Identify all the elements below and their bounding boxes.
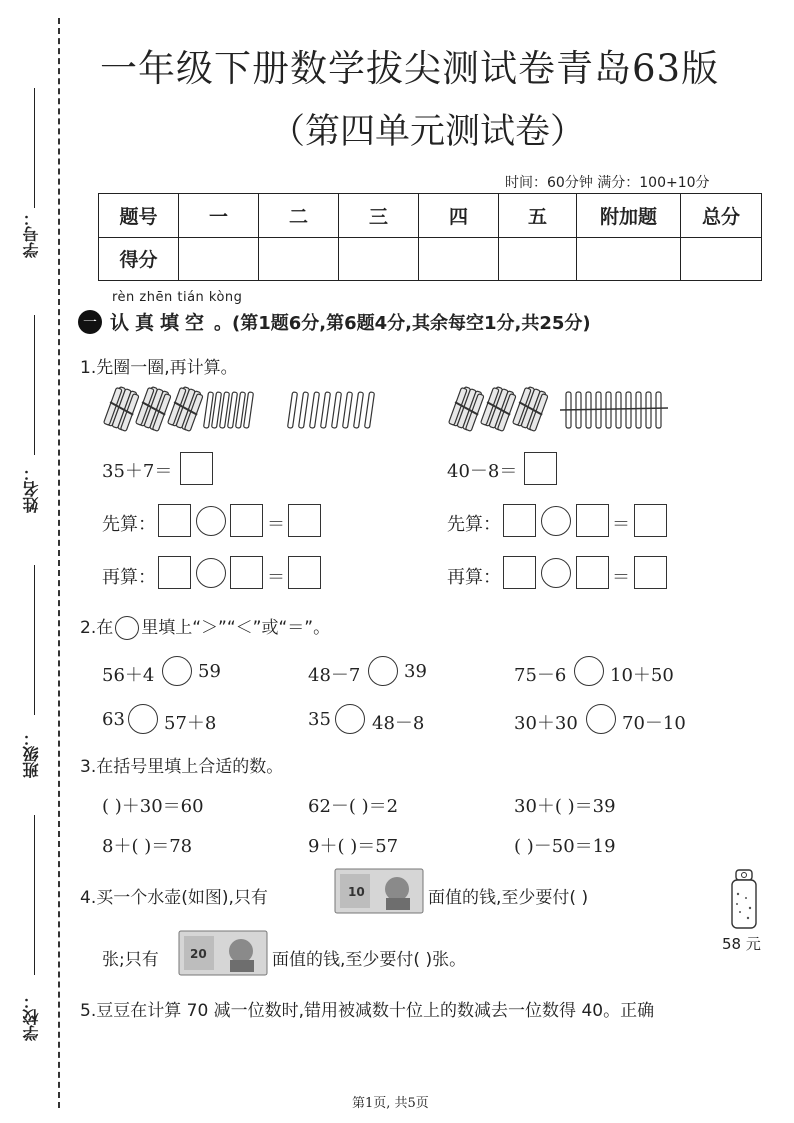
q3-fill-item[interactable]: 62－( )＝2	[308, 796, 399, 817]
q1-left-then-operator-circle[interactable]	[196, 558, 226, 588]
q2-expr-right: 39	[404, 661, 427, 682]
score-cell-header: 附加题	[577, 194, 681, 238]
question-2-prompt	[80, 613, 330, 640]
question-4-line-2-start: 张;只有	[102, 950, 159, 970]
q1-equals-sign: ＝	[267, 514, 285, 535]
score-cell-header: 一	[179, 194, 259, 238]
q1-right-first-label: 先算：	[447, 514, 501, 535]
question-1-prompt: 1.先圈一圈,再计算。	[80, 358, 238, 378]
q1-left-answer-box[interactable]	[180, 452, 213, 485]
score-cell-header: 五	[499, 194, 577, 238]
q2-expr-right: 59	[198, 661, 221, 682]
section-heading	[78, 308, 591, 335]
score-input-cell[interactable]	[339, 237, 419, 281]
q1-right-equation: 40－8＝	[447, 461, 518, 482]
q1-right-first-result-box[interactable]	[634, 504, 667, 537]
q2-expr-left: 35	[308, 709, 331, 730]
section-pinyin: rèn zhēn tián kòng	[112, 290, 243, 305]
score-cell-header: 三	[339, 194, 419, 238]
student-id-line[interactable]	[34, 88, 35, 208]
q1-right-first-box-1[interactable]	[503, 504, 536, 537]
q1-equals-sign: ＝	[612, 567, 630, 588]
q2-expr-left: 30＋30	[514, 713, 578, 734]
q1-right-first-operator-circle[interactable]	[541, 506, 571, 536]
score-cell-header: 题号	[99, 194, 179, 238]
q1-equals-sign: ＝	[612, 514, 630, 535]
score-input-cell[interactable]	[179, 237, 259, 281]
score-input-cell[interactable]	[499, 237, 577, 281]
q3-fill-item[interactable]: 30＋( )＝39	[514, 796, 616, 817]
section-points-note: 。(第1题6分,第6题4分,其余每空1分,共25分)	[214, 312, 591, 334]
q2-expr-right: 70－10	[622, 713, 686, 734]
q1-left-then-result-box[interactable]	[288, 556, 321, 589]
q1-left-then-box-2[interactable]	[230, 556, 263, 589]
score-cell-header: 总分	[681, 194, 762, 238]
score-input-cell[interactable]	[419, 237, 499, 281]
question-3-prompt: 3.在括号里填上合适的数。	[80, 757, 284, 777]
score-input-cell[interactable]	[577, 237, 681, 281]
crossed-sticks-right-icon	[560, 386, 670, 432]
twenty-yuan-denomination: 20	[190, 947, 207, 961]
q3-fill-item[interactable]: ( )－50＝19	[514, 836, 616, 857]
q1-right-then-operator-circle[interactable]	[541, 558, 571, 588]
school-field	[14, 815, 58, 1040]
q2-expr-left: 75－6	[514, 665, 567, 686]
stick-bundles-left-icon	[100, 386, 260, 432]
q1-left-first-box-2[interactable]	[230, 504, 263, 537]
q3-fill-item[interactable]: 8＋( )＝78	[102, 836, 193, 857]
q1-right-then-label: 再算：	[447, 567, 501, 588]
score-table-score-row	[99, 237, 762, 281]
page-subtitle: （第四单元测试卷）	[270, 112, 586, 152]
ten-yuan-note-icon	[334, 868, 424, 914]
score-cell-header: 二	[259, 194, 339, 238]
q1-left-first-box-1[interactable]	[158, 504, 191, 537]
school-line[interactable]	[34, 815, 35, 975]
question-4-line-1-end: 面值的钱,至少要付( )	[428, 888, 589, 908]
name-line[interactable]	[34, 315, 35, 455]
ten-yuan-denomination: 10	[348, 885, 365, 899]
q2-expr-left: 56＋4	[102, 665, 155, 686]
q2-expr-right: 10＋50	[610, 665, 674, 686]
score-table	[98, 193, 762, 281]
name-label: 姓名：	[22, 465, 41, 513]
q2-prompt-circle-icon	[115, 616, 139, 640]
q1-left-first-operator-circle[interactable]	[196, 506, 226, 536]
page-title: 一年级下册数学拔尖测试卷青岛63版	[100, 47, 720, 90]
loose-sticks-left-icon	[286, 386, 382, 432]
question-4-line-2-end: 面值的钱,至少要付( )张。	[272, 950, 467, 970]
class-field	[14, 565, 58, 778]
school-label: 学校：	[22, 993, 41, 1041]
binding-dashed-line	[58, 18, 60, 1108]
q2-prompt-end: 里填上“＞”“＜”或“＝”。	[141, 618, 331, 638]
name-field	[14, 315, 58, 520]
score-input-cell[interactable]	[259, 237, 339, 281]
q1-right-then-result-box[interactable]	[634, 556, 667, 589]
question-5-text: 5.豆豆在计算 70 减一位数时,错用被减数十位上的数减去一位数得 40。正确	[80, 1001, 655, 1021]
q2-compare-circle[interactable]	[128, 704, 158, 734]
score-row-label: 得分	[99, 237, 179, 281]
water-bottle-price: 58 元	[722, 935, 761, 953]
q2-compare-circle[interactable]	[162, 656, 192, 686]
q1-left-then-label: 再算：	[102, 567, 156, 588]
q2-expr-right: 48－8	[372, 713, 425, 734]
q1-right-answer-box[interactable]	[524, 452, 557, 485]
class-label: 班级：	[22, 730, 41, 778]
q2-compare-circle[interactable]	[368, 656, 398, 686]
q1-left-first-label: 先算：	[102, 514, 156, 535]
page-number-footer: 第1页, 共5页	[352, 1096, 429, 1111]
q1-left-first-result-box[interactable]	[288, 504, 321, 537]
q2-expr-right: 57＋8	[164, 713, 217, 734]
q2-expr-left: 48－7	[308, 665, 361, 686]
student-id-label: 学号：	[22, 210, 41, 258]
q1-equals-sign: ＝	[267, 567, 285, 588]
exam-meta: 时间：60分钟 满分：100+10分	[505, 175, 710, 191]
q3-fill-item[interactable]: ( )＋30＝60	[102, 796, 204, 817]
q3-fill-item[interactable]: 9＋( )＝57	[308, 836, 399, 857]
student-id-field	[14, 80, 58, 270]
q2-compare-circle[interactable]	[586, 704, 616, 734]
q1-left-then-box-1[interactable]	[158, 556, 191, 589]
section-title: 认真填空	[110, 312, 211, 334]
q1-right-first-box-2[interactable]	[576, 504, 609, 537]
twenty-yuan-note-icon	[178, 930, 268, 976]
section-number-badge: 一	[78, 310, 102, 334]
stick-bundles-right-icon	[445, 386, 555, 432]
q1-left-equation: 35＋7＝	[102, 461, 173, 482]
q1-right-then-box-2[interactable]	[576, 556, 609, 589]
q2-expr-left: 63	[102, 709, 125, 730]
score-table-header-row	[99, 194, 762, 238]
class-line[interactable]	[34, 565, 35, 715]
q1-right-then-box-1[interactable]	[503, 556, 536, 589]
score-cell-header: 四	[419, 194, 499, 238]
q2-prompt-start: 2.在	[80, 618, 114, 638]
score-input-cell[interactable]	[681, 237, 762, 281]
question-4-line-1-start: 4.买一个水壶(如图),只有	[80, 888, 268, 908]
water-bottle-icon	[728, 868, 760, 930]
q2-compare-circle[interactable]	[574, 656, 604, 686]
q2-compare-circle[interactable]	[335, 704, 365, 734]
